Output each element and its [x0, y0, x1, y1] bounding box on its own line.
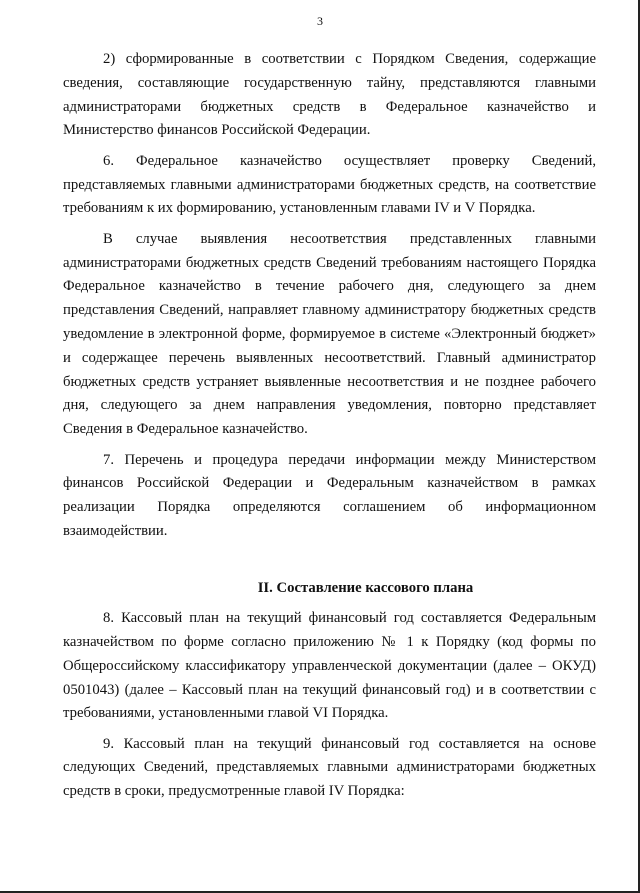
paragraph-item-7: 7. Перечень и процедура передачи информации между Министерством финансов Российской Федерации и Федеральным казначейством в рамках реализации Порядка определяются соглашением об информационном взаимодействии. — [63, 451, 596, 539]
section-heading: II. Составление кассового плана — [257, 579, 474, 596]
paragraph-item-6-continued: В случае выявления несоответствия представленных главными администраторами бюджетных средств Сведений требованиям настоящего Порядка Федеральное казначейство в течение рабочего дня, следующего за днем представления Сведений, направляет главному администратору бюджетных средств уведомление в электронной форме, формируемое в системе «Электронный бюджет» и содержащее перечень выявленных несоответствий. Главный администратор бюджетных средств устраняет выявленные несоответствия и не позднее рабочего дня, следующего за днем направления уведомления, повторно представляет Сведения в Федеральное казначейство. — [63, 230, 596, 438]
paragraph-item-6: 6. Федеральное казначейство осуществляет проверку Сведений, представляемых главными администраторами бюджетных средств, на соответствие требованиям к их формированию, установленным главами IV и V Порядка. — [63, 152, 596, 217]
document-body — [63, 48, 596, 811]
paragraph-item-9: 9. Кассовый план на текущий финансовый год составляется на основе следующих Сведений, представляемых главными администраторами бюджетных средств в сроки, предусмотренные главой IV Порядка: — [63, 735, 596, 800]
page-number: 3 — [317, 14, 323, 28]
paragraph-item-8: 8. Кассовый план на текущий финансовый год составляется Федеральным казначейством по форме согласно приложению № 1 к Порядку (код формы по Общероссийскому классификатору управленческой документации (далее – ОКУД) 0501043) (далее – Кассовый план на текущий финансовый год) и в соответствии с требованиями, установленными главой VI Порядка. — [63, 610, 596, 722]
paragraph-item-2: 2) сформированные в соответствии с Порядком Сведения, содержащие сведения, составляющие государственную тайну, представляются главными администраторами бюджетных средств в Федеральное казначейство и Министерство финансов Российской Федерации. — [63, 51, 596, 139]
